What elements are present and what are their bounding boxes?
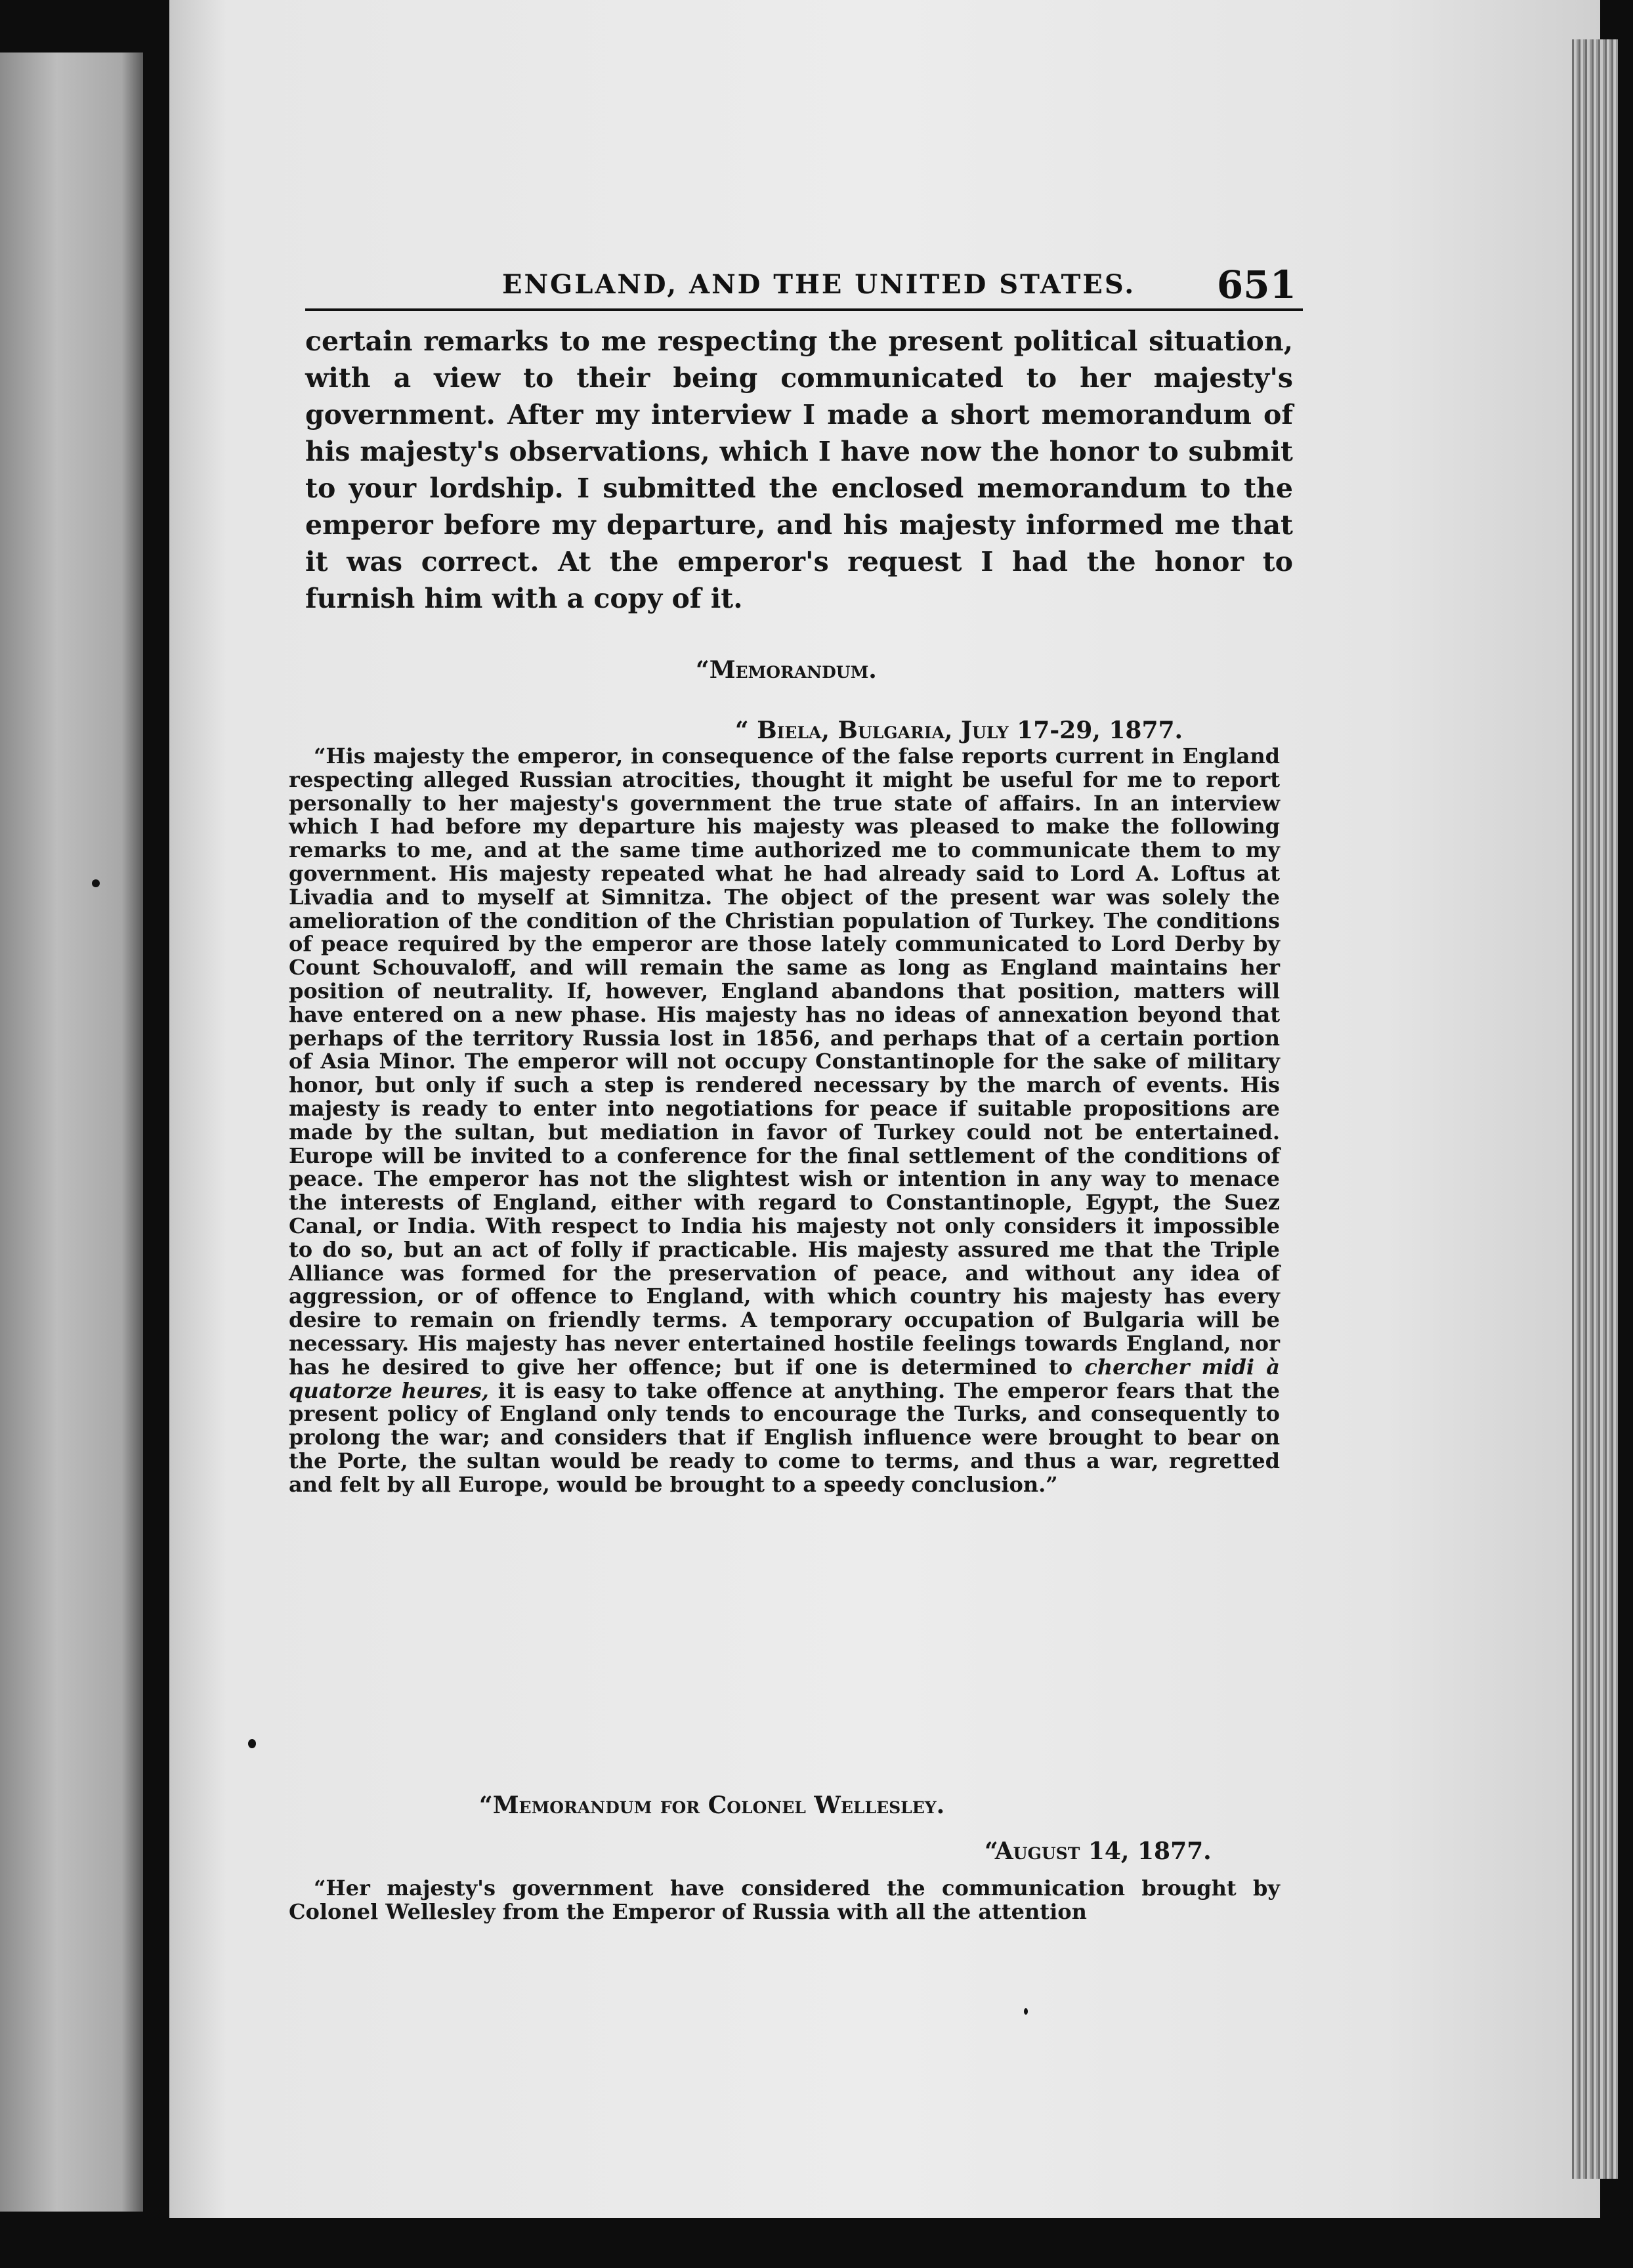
memorandum-heading: “Memorandum. — [696, 656, 877, 684]
memorandum-dateline: “ Biela, Bulgaria, July 17-29, 1877. — [735, 717, 1183, 744]
ink-speck — [248, 1739, 256, 1748]
page-header — [305, 262, 1303, 311]
memorandum-body — [289, 745, 1280, 1497]
running-title: ENGLAND, AND THE UNITED STATES. — [502, 269, 1136, 300]
page-edges — [1572, 39, 1618, 2179]
memorandum-paragraph — [289, 745, 1280, 1497]
wellesley-paragraph: “Her majesty's government have considered the communication brought by Colonel Wellesley from the Emperor of Russia with all the attention — [289, 1876, 1280, 1924]
wellesley-dateline: “August 14, 1877. — [985, 1838, 1212, 1865]
opening-paragraph-text: certain remarks to me respecting the present political situation, with a view to their being communicated to her majesty's government. After my interview I made a short memorandum of his majesty's observations, which I have now the honor to submit to your lordship. I submitted the enclosed memorandum to the emperor before my departure, and his majesty informed me that it was correct. At the emperor's request I had the honor to furnish him with a copy of it. — [305, 326, 1293, 614]
wellesley-body — [289, 1877, 1280, 1924]
previous-page-edge — [0, 52, 143, 2212]
wellesley-memorandum-heading: “Memorandum for Colonel Wellesley. — [479, 1792, 945, 1819]
memorandum-text-part1: “His majesty the emperor, in consequence of the false reports current in England respecting alleged Russian atrocities, thought it might be useful for me to report personally to her majesty's government the true state of affairs. In an interview which I had before my departure his majesty was pleased to make the following remarks to me, and at the same time authorized me to communicate them to my government. His majesty repeated what he had already said to Lord A. Loftus at Livadia and to myself at Simnitza. The object of the present war was solely the amelioration of the condition of the Christian population of Turkey. The conditions of peace required by the emperor are those lately communicated to Lord Derby by Count Schouvaloff, and will remain the same as long as England maintains her position of neutrality. If, however, England abandons that position, matters will have entered on a new phase. His majesty has no ideas of annexation beyond that perhaps of the territory Russia lost in 1856, and perhaps that of a certain portion of Asia Minor. The emperor will not occupy Constantinople for the sake of military honor, but only if such a step is rendered necessary by the march of events. His majesty is ready to enter into negotiations for peace if suitable propositions are made by the sultan, but mediation in favor of Turkey could not be entertained. Europe will be invited to a conference for the final settlement of the conditions of peace. The emperor has not the slightest wish or intention in any way to menace the interests of England, either with regard to Constantinople, Egypt, the Suez Canal, or India. With respect to India his majesty not only considers it impossible to do so, but an act of folly if practicable. His majesty assured me that the Triple Alliance was formed for the preservation of peace, and without any idea of aggression, or of offence to England, with which country his majesty has every desire to remain on friendly terms. A temporary occupation of Bulgaria will be necessary. His majesty has never entertained hostile feelings towards England, nor has he desired to give her offence; but if one is determined to — [289, 744, 1280, 1379]
memorandum-italic-phrase: chercher midi à quatorze heures, — [289, 1354, 1281, 1403]
ink-speck — [1024, 2008, 1028, 2015]
memorandum-text-part2: it is easy to take offence at anything. The emperor fears that the present policy of England only tends to encourage the Turks, and consequently to prolong the war; and considers that if English influence were brought to bear on the Porte, the sultan would be ready to come to terms, and thus a war, regretted and felt by all Europe, would be brought to a speedy conclusion.” — [289, 1377, 1281, 1497]
opening-paragraph — [305, 323, 1293, 617]
page-number: 651 — [1216, 262, 1296, 307]
ink-speck — [92, 879, 100, 887]
